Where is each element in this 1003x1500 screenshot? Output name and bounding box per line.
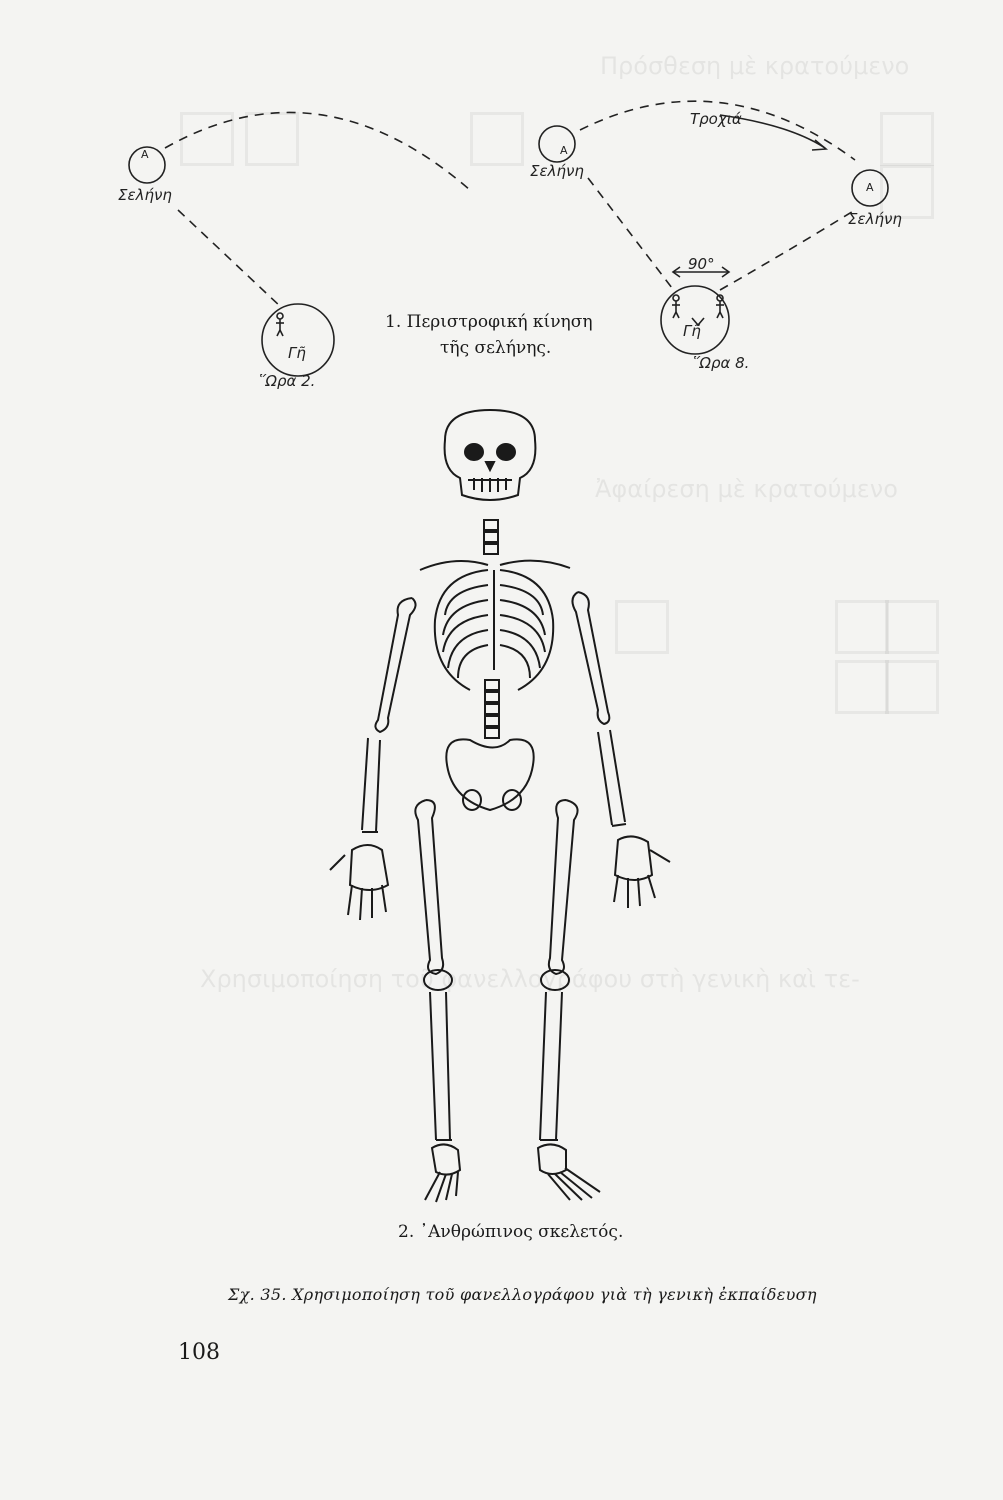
figure2-caption: 2. ᾿Ανθρώπινος σκελετός. <box>398 1222 624 1242</box>
skeleton-illustration <box>330 410 670 1202</box>
observer-icon-right-1 <box>672 295 680 318</box>
left-forearm <box>362 738 380 832</box>
observer-icon-right-2 <box>716 295 724 318</box>
moon-label-right-end: Σελήνη <box>848 210 902 228</box>
spine <box>484 520 499 738</box>
hour-label-left: ῞Ωρα 2. <box>258 372 316 390</box>
orbit-label: Τροχιά <box>690 110 742 128</box>
observer-icon-left <box>276 313 284 336</box>
left-foot <box>425 1144 460 1202</box>
right-femur <box>549 800 578 974</box>
right-forearm <box>598 730 626 826</box>
show-through-heading: Πρόσθεση μὲ κρατούμενο <box>600 52 910 80</box>
right-humerus <box>572 592 609 724</box>
earth-label-left: Γῆ <box>288 344 306 362</box>
hour-label-right: ῞Ωρα 8. <box>692 354 750 372</box>
show-through-heading-2: Ἀφαίρεση μὲ κρατούμενο <box>595 475 898 503</box>
figure1-caption-line2: τῆς σελήνης. <box>440 338 552 358</box>
sightline-right-start <box>588 178 672 288</box>
ribcage <box>435 570 553 690</box>
earth-circle-left <box>262 304 334 376</box>
left-hand <box>330 845 388 920</box>
right-hand <box>614 836 670 908</box>
moon-circle-right-start <box>539 126 575 162</box>
moon-label-left: Σελήνη <box>118 186 172 204</box>
left-lower-leg <box>430 992 452 1140</box>
sightline-right-end <box>720 210 855 290</box>
left-femur <box>415 800 443 974</box>
earth-circle-right <box>661 286 729 354</box>
page-number: 108 <box>178 1340 220 1365</box>
moon-letter-right-start: A <box>560 144 568 157</box>
left-humerus <box>375 598 415 732</box>
right-lower-leg <box>540 992 562 1140</box>
angle-label: 90° <box>688 255 715 273</box>
moon-letter-left: A <box>141 148 149 161</box>
right-foot <box>538 1144 600 1200</box>
earth-label-right: Γῆ <box>683 322 701 340</box>
main-figure-caption: Σχ. 35. Χρησιμοποίηση τοῦ φανελλογράφου γιὰ τὴ γενικὴ ἐκπαίδευση <box>228 1285 817 1304</box>
moon-letter-right-end: A <box>866 181 874 194</box>
moon-label-right-start: Σελήνη <box>530 162 584 180</box>
orbit-arc-left <box>165 112 470 190</box>
clavicles <box>420 561 570 570</box>
figure1-caption-line1: 1. Περιστροφική κίνηση <box>385 312 593 332</box>
show-through-heading-3: Χρησιμοποίηση τοῦ φανελλογράφου στὴ γενικὴ καὶ τε- <box>200 965 860 993</box>
sightline-left <box>178 210 282 308</box>
